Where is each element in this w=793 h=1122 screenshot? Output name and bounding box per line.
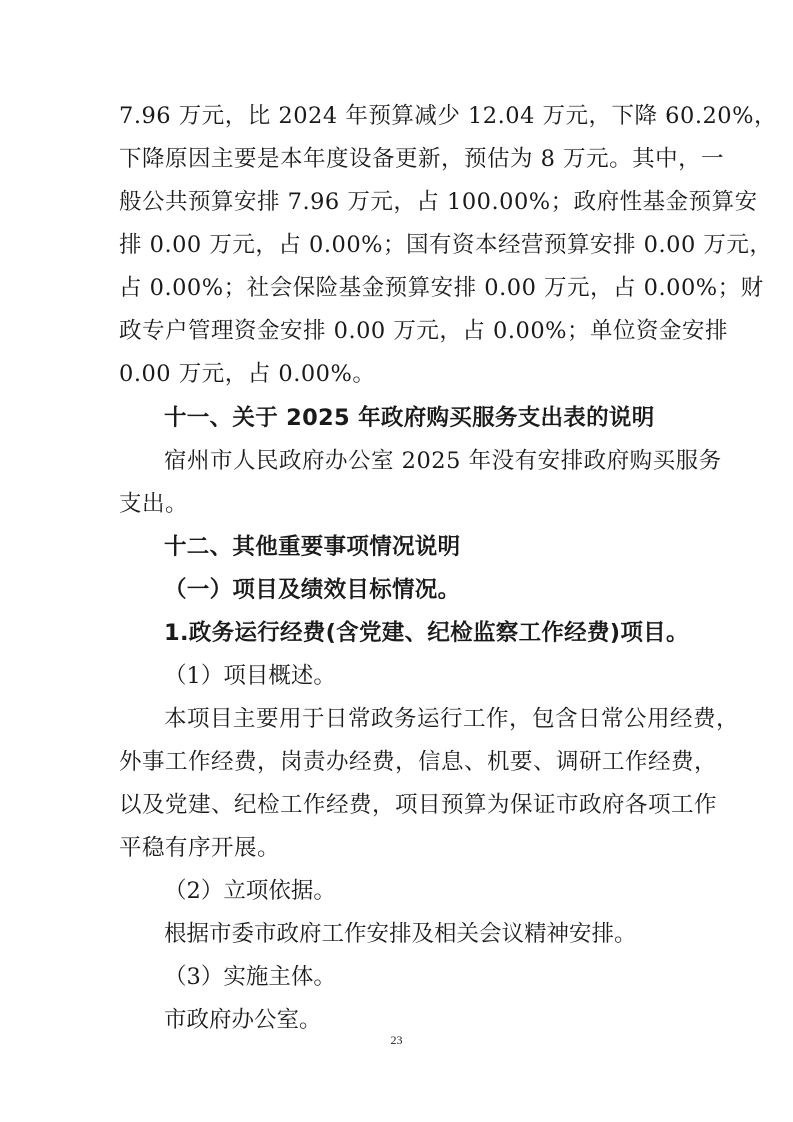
- paragraph-line: 宿州市人民政府办公室 2025 年没有安排政府购买服务: [164, 448, 722, 474]
- paragraph-line: 7.96 万元，比 2024 年预算减少 12.04 万元，下降 60.20%，: [119, 103, 777, 129]
- paragraph-line: 下降原因主要是本年度设备更新，预估为 8 万元。其中，一: [119, 146, 725, 172]
- item-3-body: 市政府办公室。: [164, 1007, 322, 1033]
- paragraph-line: 外事工作经费，岗责办经费，信息、机要、调研工作经费，: [119, 749, 718, 775]
- subsection-1-heading: （一）项目及绩效目标情况。: [164, 577, 461, 603]
- page-number: 23: [390, 1033, 403, 1047]
- section-12-heading: 十二、其他重要事项情况说明: [164, 534, 461, 560]
- paragraph-line: 支出。: [119, 491, 189, 517]
- paragraph-line: 本项目主要用于日常政务运行工作，包含日常公用经费，: [164, 706, 740, 732]
- paragraph-line: 0.00 万元，占 0.00%。: [119, 361, 376, 387]
- paragraph-line: 排 0.00 万元，占 0.00%；国有资本经营预算安排 0.00 万元，: [119, 232, 773, 258]
- paragraph-line: 平稳有序开展。: [119, 835, 281, 861]
- paragraph-line: 政专户管理资金安排 0.00 万元，占 0.00%；单位资金安排: [119, 318, 729, 344]
- project-1-heading: 1.政务运行经费(含党建、纪检监察工作经费)项目。: [164, 620, 689, 646]
- item-3-label: （3）实施主体。: [164, 964, 336, 990]
- paragraph-line: 占 0.00%；社会保险基金预算安排 0.00 万元，占 0.00%；财: [119, 275, 764, 301]
- item-1-label: （1）项目概述。: [164, 663, 336, 689]
- item-2-body: 根据市委市政府工作安排及相关会议精神安排。: [164, 921, 637, 947]
- item-2-label: （2）立项依据。: [164, 878, 336, 904]
- section-11-heading: 十一、关于 2025 年政府购买服务支出表的说明: [164, 405, 655, 431]
- paragraph-line: 以及党建、纪检工作经费，项目预算为保证市政府各项工作: [119, 792, 718, 818]
- paragraph-line: 般公共预算安排 7.96 万元，占 100.00%；政府性基金预算安: [119, 189, 758, 215]
